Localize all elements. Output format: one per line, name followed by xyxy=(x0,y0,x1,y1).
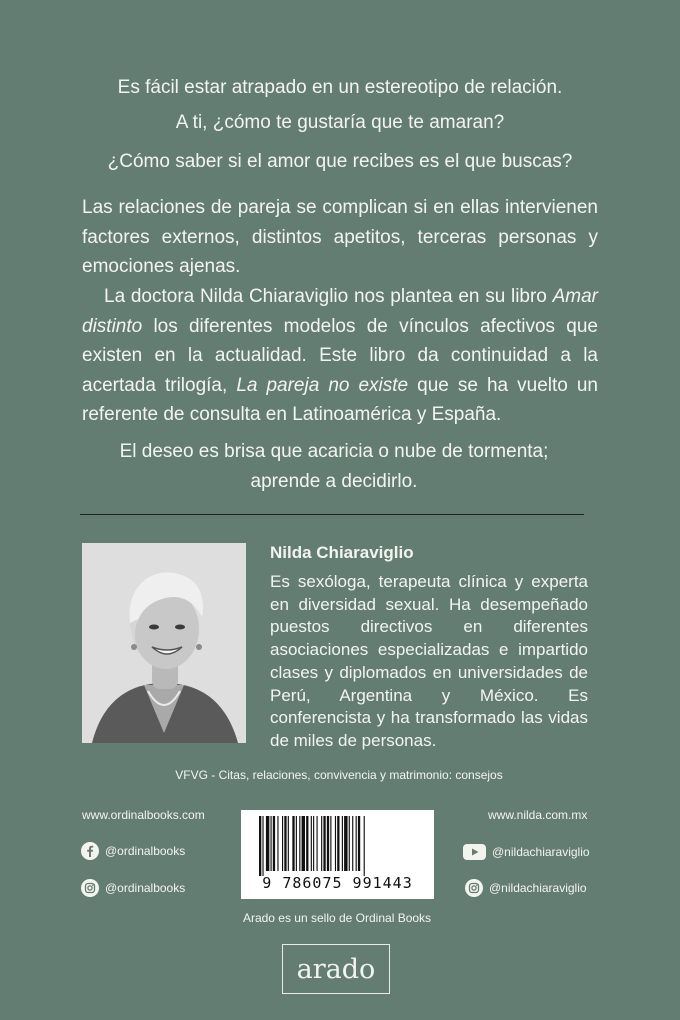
publisher-instagram[interactable] xyxy=(81,879,185,897)
description-prefix: La doctora Nilda Chiaraviglio nos plantea en su libro xyxy=(104,286,553,307)
description-middle: los diferentes modelos de vínculos afectivos que existen en la actualidad. Este libro da continuidad a la acertada trilogía, xyxy=(82,315,598,396)
barcode-bar xyxy=(273,816,275,871)
barcode-bar xyxy=(335,816,336,871)
author-portrait-illustration xyxy=(82,543,246,743)
arado-logo-text: arado xyxy=(296,953,376,985)
author-website-link[interactable]: www.nilda.com.mx xyxy=(488,808,588,822)
author-youtube-handle: @nildachiaraviglio xyxy=(492,845,590,859)
author-youtube[interactable] xyxy=(463,844,590,860)
category-label: VFVG - Citas, relaciones, convivencia y matrimonio: consejos xyxy=(175,768,503,782)
barcode-bar xyxy=(266,816,269,871)
author-instagram-handle: @nildachiaraviglio xyxy=(489,881,587,895)
barcode-bar xyxy=(344,816,347,871)
barcode-bar xyxy=(299,816,300,871)
author-name: Nilda Chiaraviglio xyxy=(270,543,414,562)
publisher-website-link[interactable]: www.ordinalbooks.com xyxy=(82,808,205,822)
divider-rule xyxy=(80,514,584,515)
barcode-bar xyxy=(282,816,283,871)
barcode-bar xyxy=(317,816,318,871)
instagram-icon xyxy=(81,879,99,897)
author-instagram[interactable] xyxy=(465,879,587,897)
barcode-bar xyxy=(302,816,305,871)
description-paragraph xyxy=(82,282,598,430)
barcode-bar xyxy=(323,816,325,871)
quote-line-2: aprende a decidirlo. xyxy=(250,471,418,492)
barcode-bar xyxy=(271,816,272,871)
barcode-bar xyxy=(288,816,289,871)
barcode-bar xyxy=(352,816,353,871)
description-suffix: que se ha vuelto un referente de consulta en Latinoamérica y España. xyxy=(82,374,598,425)
intro-paragraph: Las relaciones de pareja se complican si en ellas intervienen factores externos, distintos apetitos, terceras personas y emociones ajenas. xyxy=(82,197,598,277)
barcode-bar xyxy=(284,816,286,871)
barcode-bar xyxy=(321,816,322,871)
barcode-bar xyxy=(313,816,314,871)
barcode-bar xyxy=(342,816,343,871)
quote-line-1: El deseo es brisa que acaricia o nube de tormenta; xyxy=(119,441,549,462)
barcode-bar xyxy=(277,816,278,871)
instagram-icon xyxy=(465,879,483,897)
imprint-note: Arado es un sello de Ordinal Books xyxy=(242,911,432,925)
book-title-la-pareja: La pareja no existe xyxy=(236,374,409,396)
isbn-number: 9 786075 991443 xyxy=(262,874,413,892)
barcode-bar xyxy=(311,816,312,871)
question-1: Es fácil estar atrapado en un estereotipo de relación. xyxy=(117,77,563,98)
publisher-instagram-handle: @ordinalbooks xyxy=(105,881,186,895)
barcode-bar xyxy=(306,816,308,871)
barcode-bar xyxy=(292,816,294,871)
question-3: ¿Cómo saber si el amor que recibes es el que buscas? xyxy=(107,151,573,172)
barcode-bar xyxy=(358,816,360,871)
author-bio: Es sexóloga, terapeuta clínica y experta en diversidad sexual. Ha desempeñado puestos directivos en diferentes asociaciones especializadas e impartido clases y diplomados en universidades de Perú, Argentina y México. Es conferencista y ha transformado las vidas de miles de personas. xyxy=(270,572,588,750)
isbn-barcode xyxy=(241,810,434,899)
barcode-bar xyxy=(337,816,339,871)
arado-logo xyxy=(282,944,390,994)
barcode-bar xyxy=(259,816,261,876)
barcode-bar xyxy=(262,816,263,876)
barcode-bar xyxy=(356,816,357,871)
publisher-facebook-handle: @ordinalbooks xyxy=(105,844,186,858)
barcode-bar xyxy=(327,816,329,871)
author-photo xyxy=(82,543,246,743)
youtube-icon xyxy=(463,844,486,860)
barcode-bar xyxy=(349,816,350,871)
barcode-bar xyxy=(296,816,297,871)
barcode-bar xyxy=(330,816,331,871)
facebook-icon xyxy=(81,842,99,860)
question-2: A ti, ¿cómo te gustaría que te amaran? xyxy=(175,112,505,133)
publisher-facebook[interactable] xyxy=(81,842,185,860)
barcode-bar xyxy=(364,816,365,876)
book-title-amar-distinto: Amar distinto xyxy=(82,286,598,337)
